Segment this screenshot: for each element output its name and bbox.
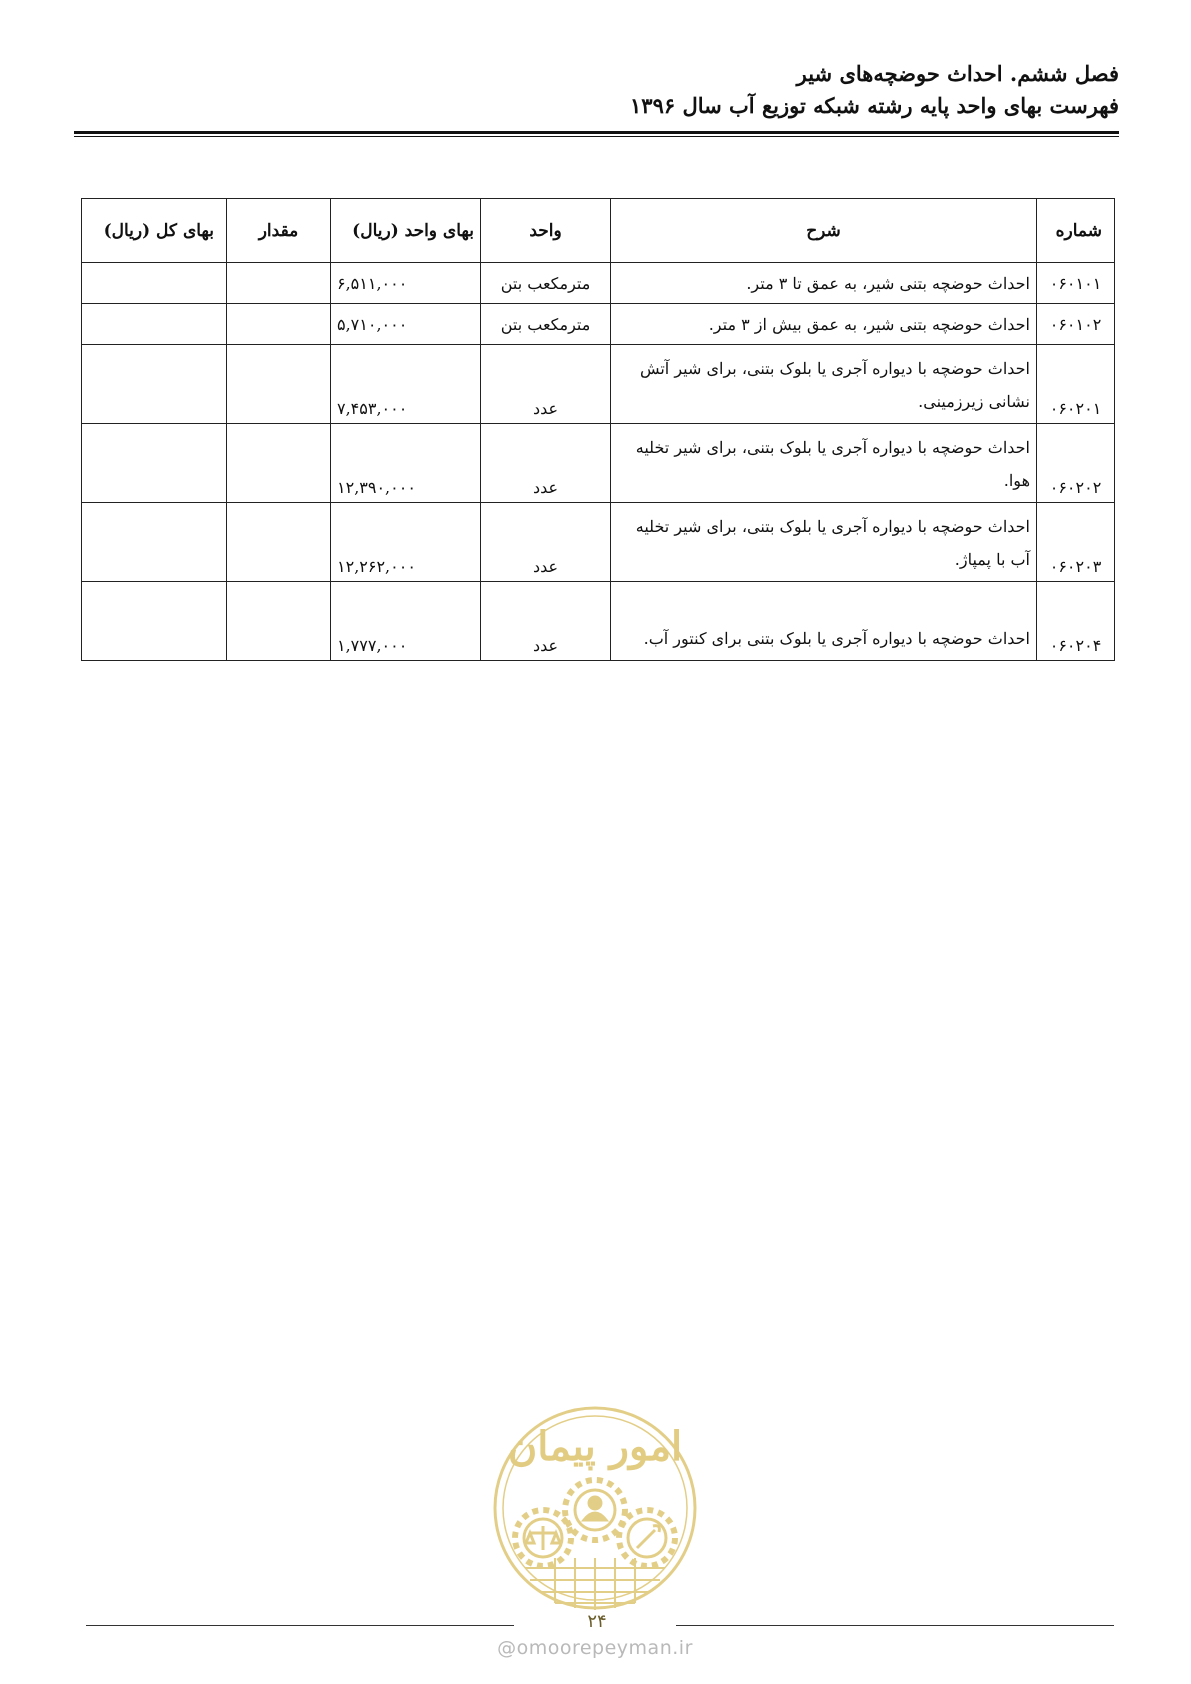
- row-total-price-cell: [82, 345, 227, 424]
- row-number: ۰۶۰۲۰۱: [1037, 345, 1115, 424]
- table-header-row: [82, 199, 1115, 263]
- row-description: احداث حوضچه با دیواره آجری یا بلوک بتنی، برای شیر تخلیه هوا.: [611, 424, 1037, 503]
- row-number: ۰۶۰۲۰۴: [1037, 582, 1115, 661]
- header-quantity: مقدار: [227, 199, 331, 263]
- header-total-price: بهای کل (ریال): [82, 199, 227, 263]
- row-unit: مترمکعب بتن: [481, 304, 611, 345]
- row-unit-price: ۵,۷۱۰,۰۰۰: [331, 304, 481, 345]
- price-list-table: [81, 198, 1115, 661]
- header-unit-price: بهای واحد (ریال): [331, 199, 481, 263]
- row-quantity-cell: [227, 345, 331, 424]
- table-row: [82, 424, 1115, 503]
- row-total-price-cell: [82, 304, 227, 345]
- row-total-price-cell: [82, 424, 227, 503]
- row-quantity-cell: [227, 304, 331, 345]
- table-row: [82, 582, 1115, 661]
- row-unit-price: ۱,۷۷۷,۰۰۰: [331, 582, 481, 661]
- header-unit: واحد: [481, 199, 611, 263]
- row-description: احداث حوضچه بتنی شیر، به عمق بیش از ۳ متر.: [611, 304, 1037, 345]
- row-description: احداث حوضچه بتنی شیر، به عمق تا ۳ متر.: [611, 263, 1037, 304]
- row-unit: عدد: [481, 582, 611, 661]
- header-rule-thin: [74, 136, 1119, 137]
- header-number: شماره: [1037, 199, 1115, 263]
- row-unit: مترمکعب بتن: [481, 263, 611, 304]
- row-unit-price: ۱۲,۳۹۰,۰۰۰: [331, 424, 481, 503]
- table-row: [82, 263, 1115, 304]
- header-rule-thick: [74, 131, 1119, 134]
- table-row: [82, 304, 1115, 345]
- row-unit: عدد: [481, 503, 611, 582]
- row-description: احداث حوضچه با دیواره آجری یا بلوک بتنی، برای شیر تخلیه آب با پمپاژ.: [611, 503, 1037, 582]
- table-row: [82, 503, 1115, 582]
- row-number: ۰۶۰۲۰۲: [1037, 424, 1115, 503]
- row-number: ۰۶۰۱۰۱: [1037, 263, 1115, 304]
- row-total-price-cell: [82, 503, 227, 582]
- row-unit: عدد: [481, 424, 611, 503]
- row-description: احداث حوضچه با دیواره آجری یا بلوک بتنی برای کنتور آب.: [611, 582, 1037, 661]
- row-description: احداث حوضچه با دیواره آجری یا بلوک بتنی، برای شیر آتش نشانی زیرزمینی.: [611, 345, 1037, 424]
- watermark-text: @omoorepeyman.ir: [497, 1637, 693, 1659]
- row-number: ۰۶۰۲۰۳: [1037, 503, 1115, 582]
- row-unit-price: ۷,۴۵۳,۰۰۰: [331, 345, 481, 424]
- row-total-price-cell: [82, 263, 227, 304]
- row-unit-price: ۶,۵۱۱,۰۰۰: [331, 263, 481, 304]
- row-quantity-cell: [227, 424, 331, 503]
- chapter-title: فصل ششم. احداث حوضچه‌های شیر: [796, 61, 1119, 86]
- row-quantity-cell: [227, 263, 331, 304]
- row-total-price-cell: [82, 582, 227, 661]
- row-unit-price: ۱۲,۲۶۲,۰۰۰: [331, 503, 481, 582]
- price-list-title: فهرست بهای واحد پایه رشته شبکه توزیع آب سال ۱۳۹۶: [630, 93, 1119, 118]
- page-number: ۲۴: [587, 1611, 607, 1632]
- page-header: [69, 58, 1119, 122]
- header-description: شرح: [611, 199, 1037, 263]
- logo-text: امور پیمان: [507, 1423, 683, 1470]
- row-quantity-cell: [227, 503, 331, 582]
- omoore-peyman-seal-logo-icon: [485, 1398, 705, 1618]
- footer-rule-left: [86, 1625, 514, 1626]
- footer-rule-right: [676, 1625, 1114, 1626]
- row-number: ۰۶۰۱۰۲: [1037, 304, 1115, 345]
- row-unit: عدد: [481, 345, 611, 424]
- table-row: [82, 345, 1115, 424]
- row-quantity-cell: [227, 582, 331, 661]
